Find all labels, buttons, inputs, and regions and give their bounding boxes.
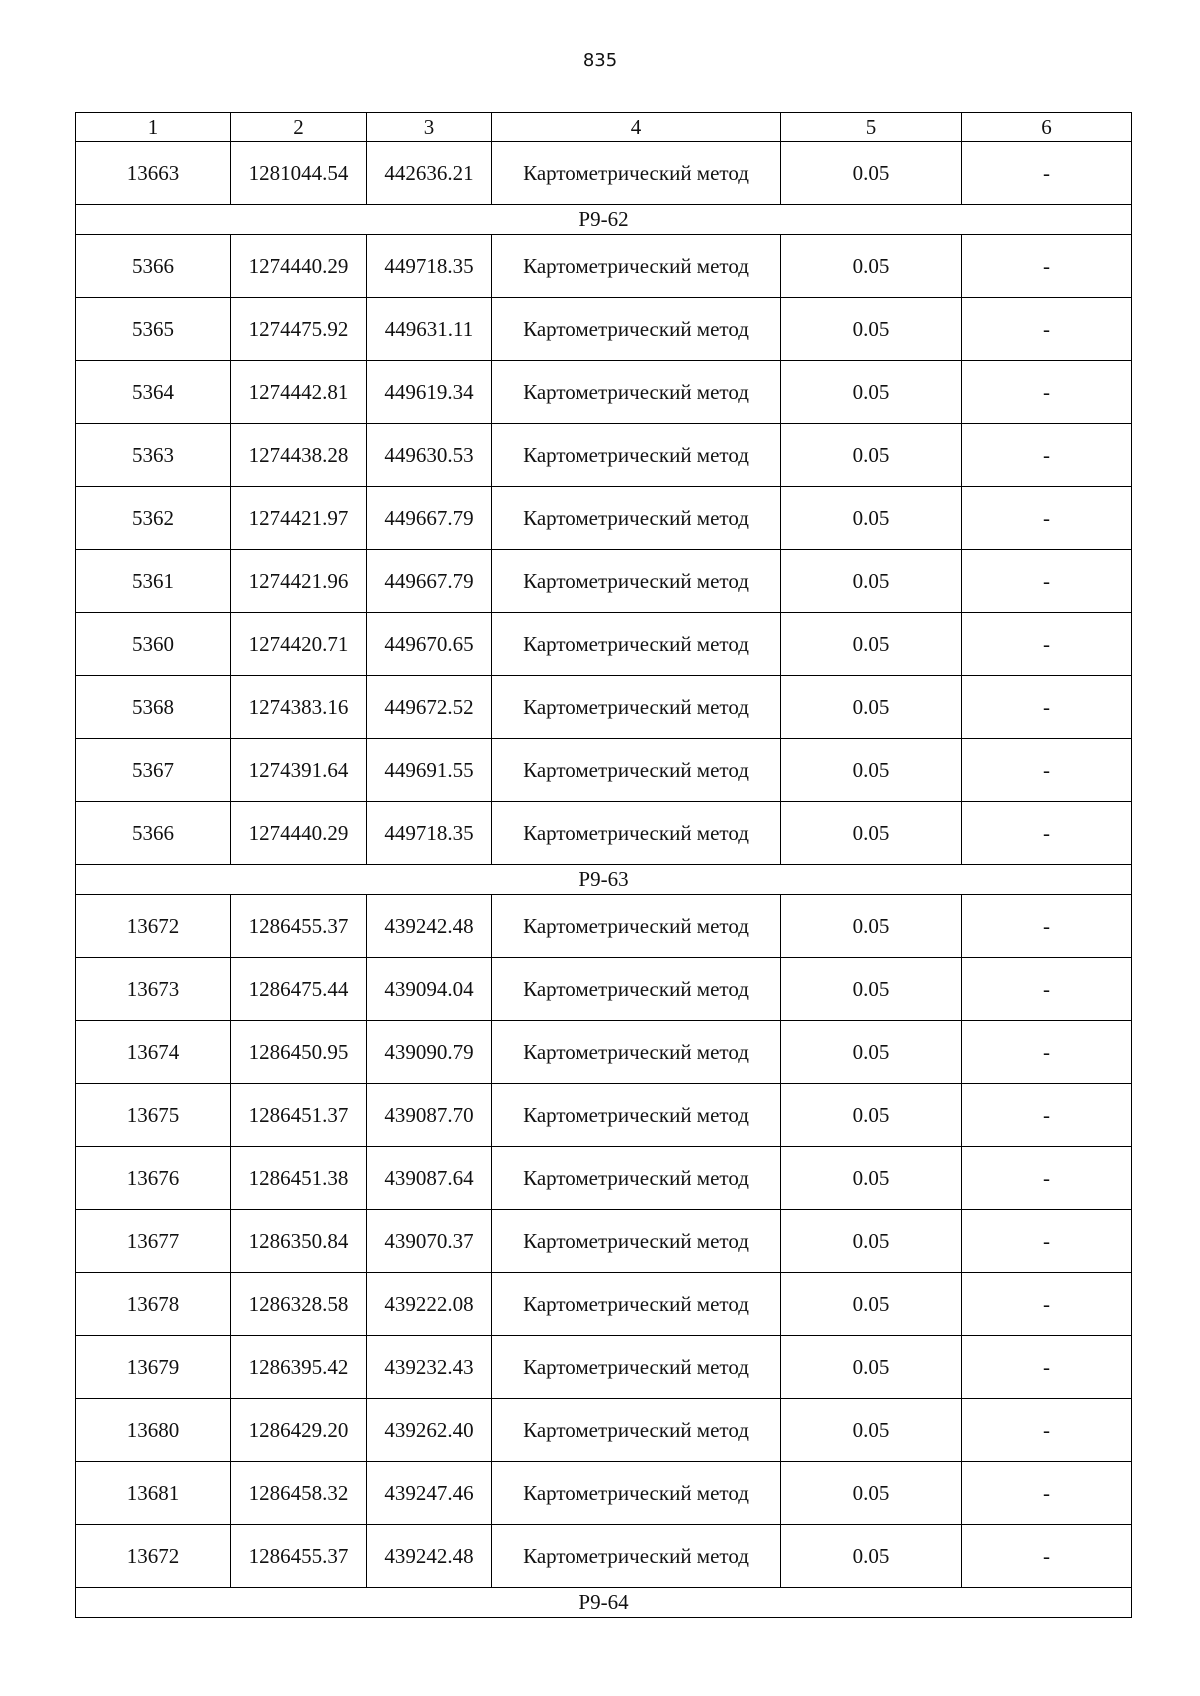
table-row [76, 235, 1132, 298]
note-cell: - [962, 424, 1132, 487]
y-coordinate-cell: 442636.21 [367, 142, 492, 205]
column-number: 5 [781, 113, 962, 142]
x-coordinate-cell: 1274442.81 [231, 361, 367, 424]
point-id-cell: 13674 [76, 1021, 231, 1084]
method-cell: Картометрический метод [492, 1525, 781, 1588]
x-coordinate-cell: 1274475.92 [231, 298, 367, 361]
method-cell: Картометрический метод [492, 895, 781, 958]
x-coordinate-cell: 1274421.97 [231, 487, 367, 550]
method-cell: Картометрический метод [492, 424, 781, 487]
table-row [76, 802, 1132, 865]
table-row [76, 1525, 1132, 1588]
accuracy-cell: 0.05 [781, 361, 962, 424]
point-id-cell: 13673 [76, 958, 231, 1021]
point-id-cell: 13676 [76, 1147, 231, 1210]
table-row [76, 958, 1132, 1021]
column-number: 2 [231, 113, 367, 142]
method-cell: Картометрический метод [492, 676, 781, 739]
point-id-cell: 13675 [76, 1084, 231, 1147]
column-number: 4 [492, 113, 781, 142]
accuracy-cell: 0.05 [781, 1210, 962, 1273]
point-id-cell: 5363 [76, 424, 231, 487]
table-row [76, 1084, 1132, 1147]
y-coordinate-cell: 439070.37 [367, 1210, 492, 1273]
table-row [76, 424, 1132, 487]
method-cell: Картометрический метод [492, 958, 781, 1021]
table-row [76, 1399, 1132, 1462]
x-coordinate-cell: 1281044.54 [231, 142, 367, 205]
table-row [76, 676, 1132, 739]
y-coordinate-cell: 449670.65 [367, 613, 492, 676]
y-coordinate-cell: 449718.35 [367, 235, 492, 298]
y-coordinate-cell: 449631.11 [367, 298, 492, 361]
accuracy-cell: 0.05 [781, 550, 962, 613]
x-coordinate-cell: 1286350.84 [231, 1210, 367, 1273]
table-row [76, 1147, 1132, 1210]
accuracy-cell: 0.05 [781, 1462, 962, 1525]
point-id-cell: 5362 [76, 487, 231, 550]
method-cell: Картометрический метод [492, 1462, 781, 1525]
point-id-cell: 13677 [76, 1210, 231, 1273]
method-cell: Картометрический метод [492, 613, 781, 676]
y-coordinate-cell: 449672.52 [367, 676, 492, 739]
table-row [76, 1462, 1132, 1525]
x-coordinate-cell: 1286451.38 [231, 1147, 367, 1210]
section-row [76, 1588, 1132, 1618]
x-coordinate-cell: 1274438.28 [231, 424, 367, 487]
table-row [76, 487, 1132, 550]
column-number: 1 [76, 113, 231, 142]
page-number: 835 [582, 50, 618, 71]
point-id-cell: 5361 [76, 550, 231, 613]
method-cell: Картометрический метод [492, 1399, 781, 1462]
accuracy-cell: 0.05 [781, 424, 962, 487]
accuracy-cell: 0.05 [781, 298, 962, 361]
note-cell: - [962, 298, 1132, 361]
point-id-cell: 5366 [76, 235, 231, 298]
accuracy-cell: 0.05 [781, 142, 962, 205]
accuracy-cell: 0.05 [781, 739, 962, 802]
y-coordinate-cell: 439222.08 [367, 1273, 492, 1336]
note-cell: - [962, 1210, 1132, 1273]
accuracy-cell: 0.05 [781, 613, 962, 676]
table-row [76, 1210, 1132, 1273]
y-coordinate-cell: 439232.43 [367, 1336, 492, 1399]
point-id-cell: 5367 [76, 739, 231, 802]
y-coordinate-cell: 439087.70 [367, 1084, 492, 1147]
y-coordinate-cell: 449630.53 [367, 424, 492, 487]
x-coordinate-cell: 1286458.32 [231, 1462, 367, 1525]
method-cell: Картометрический метод [492, 298, 781, 361]
table-row [76, 1021, 1132, 1084]
point-id-cell: 5366 [76, 802, 231, 865]
section-label: Р9-63 [76, 865, 1132, 895]
x-coordinate-cell: 1286451.37 [231, 1084, 367, 1147]
accuracy-cell: 0.05 [781, 1336, 962, 1399]
x-coordinate-cell: 1286455.37 [231, 1525, 367, 1588]
section-row [76, 205, 1132, 235]
table-row [76, 1336, 1132, 1399]
x-coordinate-cell: 1274421.96 [231, 550, 367, 613]
y-coordinate-cell: 449718.35 [367, 802, 492, 865]
note-cell: - [962, 235, 1132, 298]
method-cell: Картометрический метод [492, 802, 781, 865]
table-row [76, 1273, 1132, 1336]
table-row [76, 298, 1132, 361]
accuracy-cell: 0.05 [781, 487, 962, 550]
table-row [76, 142, 1132, 205]
point-id-cell: 13681 [76, 1462, 231, 1525]
point-id-cell: 13679 [76, 1336, 231, 1399]
method-cell: Картометрический метод [492, 142, 781, 205]
accuracy-cell: 0.05 [781, 1273, 962, 1336]
x-coordinate-cell: 1286429.20 [231, 1399, 367, 1462]
accuracy-cell: 0.05 [781, 1021, 962, 1084]
point-id-cell: 5360 [76, 613, 231, 676]
table-body [76, 113, 1132, 1618]
y-coordinate-cell: 449667.79 [367, 550, 492, 613]
x-coordinate-cell: 1274391.64 [231, 739, 367, 802]
point-id-cell: 5368 [76, 676, 231, 739]
note-cell: - [962, 361, 1132, 424]
method-cell: Картометрический метод [492, 1147, 781, 1210]
accuracy-cell: 0.05 [781, 1147, 962, 1210]
note-cell: - [962, 895, 1132, 958]
accuracy-cell: 0.05 [781, 235, 962, 298]
point-id-cell: 5364 [76, 361, 231, 424]
accuracy-cell: 0.05 [781, 1084, 962, 1147]
note-cell: - [962, 1021, 1132, 1084]
note-cell: - [962, 142, 1132, 205]
x-coordinate-cell: 1286450.95 [231, 1021, 367, 1084]
table-row [76, 550, 1132, 613]
x-coordinate-cell: 1286455.37 [231, 895, 367, 958]
y-coordinate-cell: 439242.48 [367, 1525, 492, 1588]
column-number: 3 [367, 113, 492, 142]
note-cell: - [962, 802, 1132, 865]
note-cell: - [962, 1525, 1132, 1588]
table-row [76, 739, 1132, 802]
x-coordinate-cell: 1274420.71 [231, 613, 367, 676]
accuracy-cell: 0.05 [781, 958, 962, 1021]
y-coordinate-cell: 439242.48 [367, 895, 492, 958]
note-cell: - [962, 958, 1132, 1021]
table-row [76, 361, 1132, 424]
y-coordinate-cell: 439087.64 [367, 1147, 492, 1210]
method-cell: Картометрический метод [492, 739, 781, 802]
point-id-cell: 13678 [76, 1273, 231, 1336]
note-cell: - [962, 1084, 1132, 1147]
note-cell: - [962, 613, 1132, 676]
point-id-cell: 13672 [76, 895, 231, 958]
method-cell: Картометрический метод [492, 487, 781, 550]
y-coordinate-cell: 439262.40 [367, 1399, 492, 1462]
note-cell: - [962, 739, 1132, 802]
y-coordinate-cell: 449691.55 [367, 739, 492, 802]
method-cell: Картометрический метод [492, 550, 781, 613]
method-cell: Картометрический метод [492, 361, 781, 424]
x-coordinate-cell: 1274440.29 [231, 802, 367, 865]
note-cell: - [962, 1147, 1132, 1210]
x-coordinate-cell: 1286328.58 [231, 1273, 367, 1336]
x-coordinate-cell: 1286395.42 [231, 1336, 367, 1399]
y-coordinate-cell: 439094.04 [367, 958, 492, 1021]
method-cell: Картометрический метод [492, 1273, 781, 1336]
accuracy-cell: 0.05 [781, 1399, 962, 1462]
point-id-cell: 5365 [76, 298, 231, 361]
column-number-row [76, 113, 1132, 142]
accuracy-cell: 0.05 [781, 895, 962, 958]
accuracy-cell: 0.05 [781, 1525, 962, 1588]
accuracy-cell: 0.05 [781, 802, 962, 865]
point-id-cell: 13672 [76, 1525, 231, 1588]
x-coordinate-cell: 1286475.44 [231, 958, 367, 1021]
section-label: Р9-64 [76, 1588, 1132, 1618]
method-cell: Картометрический метод [492, 1021, 781, 1084]
method-cell: Картометрический метод [492, 235, 781, 298]
column-number: 6 [962, 113, 1132, 142]
method-cell: Картометрический метод [492, 1210, 781, 1273]
y-coordinate-cell: 449667.79 [367, 487, 492, 550]
accuracy-cell: 0.05 [781, 676, 962, 739]
section-label: Р9-62 [76, 205, 1132, 235]
x-coordinate-cell: 1274383.16 [231, 676, 367, 739]
table-row [76, 895, 1132, 958]
point-id-cell: 13663 [76, 142, 231, 205]
x-coordinate-cell: 1274440.29 [231, 235, 367, 298]
note-cell: - [962, 1399, 1132, 1462]
table-row [76, 613, 1132, 676]
point-id-cell: 13680 [76, 1399, 231, 1462]
note-cell: - [962, 1336, 1132, 1399]
note-cell: - [962, 1462, 1132, 1525]
note-cell: - [962, 676, 1132, 739]
note-cell: - [962, 1273, 1132, 1336]
method-cell: Картометрический метод [492, 1336, 781, 1399]
coordinates-table [75, 112, 1132, 1618]
y-coordinate-cell: 439090.79 [367, 1021, 492, 1084]
method-cell: Картометрический метод [492, 1084, 781, 1147]
note-cell: - [962, 487, 1132, 550]
note-cell: - [962, 550, 1132, 613]
section-row [76, 865, 1132, 895]
y-coordinate-cell: 449619.34 [367, 361, 492, 424]
y-coordinate-cell: 439247.46 [367, 1462, 492, 1525]
